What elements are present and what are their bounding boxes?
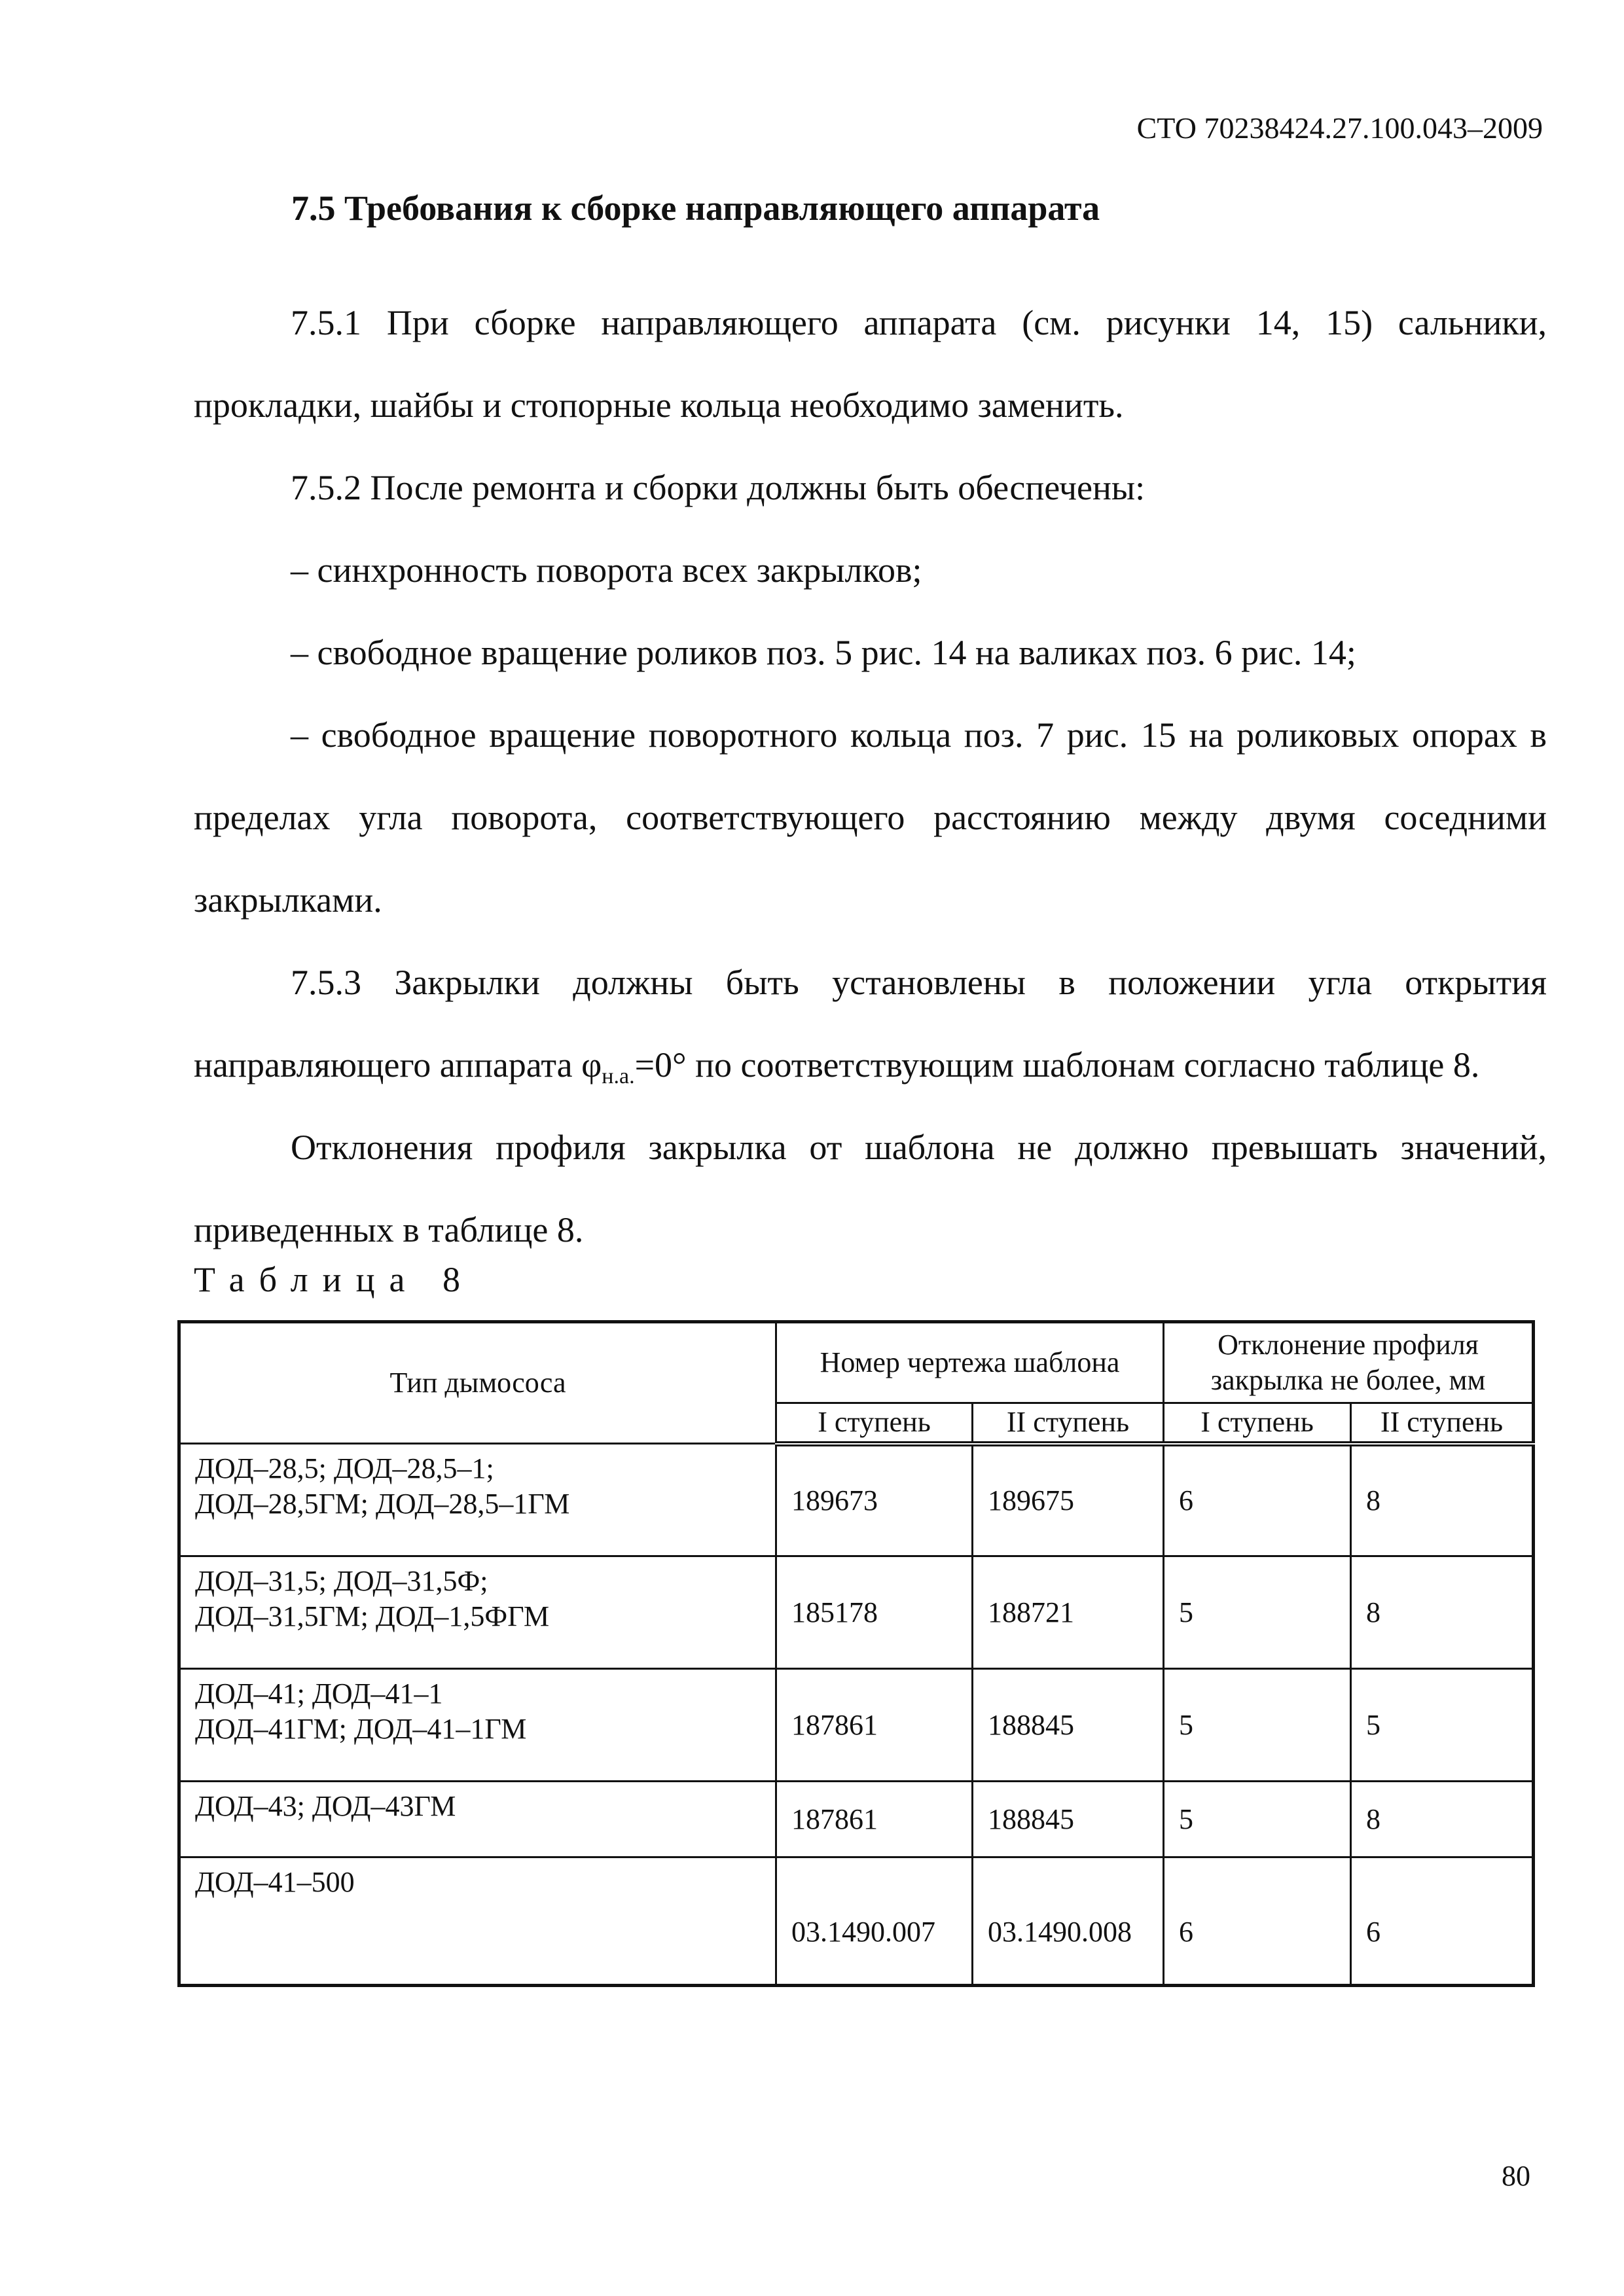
header-drawing-stage1: I ступень: [776, 1403, 973, 1444]
cell-deviation-stage1: 5: [1164, 1782, 1351, 1857]
header-deviation-line1: Отклонение профиля: [1218, 1329, 1479, 1361]
cell-deviation-stage2: 8: [1351, 1556, 1534, 1669]
list-item-synchronicity: – синхронность поворота всех закрылков;: [291, 550, 922, 590]
table-row: [179, 1857, 1534, 1986]
table-row: [179, 1556, 1534, 1669]
cell-type: ДОД–41–500: [179, 1857, 776, 1986]
cell-drawing-stage2: 188721: [973, 1556, 1164, 1669]
paragraph-7-5-2: 7.5.2 После ремонта и сборки должны быть обеспечены:: [291, 468, 1146, 507]
header-deviation-stage1: I ступень: [1164, 1403, 1351, 1444]
document-code: СТО 70238424.27.100.043–2009: [1136, 111, 1543, 145]
paragraph-7-5-3-start: 7.5.3 Закрылки должны быть установлены в положении угла открытия направляющего аппарата φ: [194, 963, 1547, 1085]
cell-drawing-stage1: 187861: [776, 1669, 973, 1782]
cell-type: ДОД–28,5; ДОД–28,5–1; ДОД–28,5ГМ; ДОД–28,5–1ГМ: [179, 1444, 776, 1556]
phi-subscript: н.а.: [602, 1064, 635, 1088]
cell-deviation-stage1: 5: [1164, 1556, 1351, 1669]
table-row: [179, 1444, 1534, 1556]
cell-deviation-stage2: 6: [1351, 1857, 1534, 1986]
cell-type: ДОД–41; ДОД–41–1 ДОД–41ГМ; ДОД–41–1ГМ: [179, 1669, 776, 1782]
list-item-rollers: – свободное вращение роликов поз. 5 рис. 14 на валиках поз. 6 рис. 14;: [291, 633, 1356, 672]
cell-deviation-stage2: 8: [1351, 1782, 1534, 1857]
paragraph-7-5-3-end: =0° по соответствующим шаблонам согласно таблице 8.: [634, 1045, 1480, 1085]
table-container: [177, 1320, 1532, 1987]
paragraph-deviations: Отклонения профиля закрылка от шаблона не должно превышать значений, приведенных в таблице 8.: [194, 1128, 1547, 1249]
cell-drawing-stage1: 189673: [776, 1444, 973, 1556]
cell-deviation-stage2: 8: [1351, 1444, 1534, 1556]
cell-drawing-stage2: 188845: [973, 1669, 1164, 1782]
header-drawing-number: Номер чертежа шаблона: [776, 1322, 1164, 1403]
header-deviation: [1164, 1322, 1534, 1403]
cell-drawing-stage2: 188845: [973, 1782, 1164, 1857]
header-drawing-stage2: II ступень: [973, 1403, 1164, 1444]
cell-drawing-stage1: 03.1490.007: [776, 1857, 973, 1986]
cell-drawing-stage2: 189675: [973, 1444, 1164, 1556]
paragraph-7-5-1: 7.5.1 При сборке направляющего аппарата (см. рисунки 14, 15) сальники, прокладки, шайбы и стопорные кольца необходимо заменить.: [194, 303, 1547, 425]
table-caption: Таблица 8: [194, 1260, 475, 1299]
page-number: 80: [1502, 2160, 1530, 2192]
cell-deviation-stage1: 6: [1164, 1857, 1351, 1986]
section-title: 7.5 Требования к сборке направляющего аппарата: [291, 188, 1100, 228]
cell-drawing-stage1: 185178: [776, 1556, 973, 1669]
header-deviation-stage2: II ступень: [1351, 1403, 1534, 1444]
template-table: [177, 1320, 1535, 1987]
list-item-ring: – свободное вращение поворотного кольца поз. 7 рис. 15 на роликовых опорах в пределах угла поворота, соответствующего расстоянию между двумя соседними закрылками.: [194, 715, 1547, 920]
cell-drawing-stage2: 03.1490.008: [973, 1857, 1164, 1986]
table-row: [179, 1669, 1534, 1782]
table-header-row: [179, 1322, 1534, 1403]
body-text: [194, 281, 1547, 1271]
cell-deviation-stage1: 6: [1164, 1444, 1351, 1556]
paragraph-7-5-3: [194, 941, 1547, 1106]
cell-deviation-stage1: 5: [1164, 1669, 1351, 1782]
cell-drawing-stage1: 187861: [776, 1782, 973, 1857]
cell-type: ДОД–43; ДОД–43ГМ: [179, 1782, 776, 1857]
cell-deviation-stage2: 5: [1351, 1669, 1534, 1782]
header-deviation-line2: закрылка не более, мм: [1210, 1364, 1486, 1396]
table-row: [179, 1782, 1534, 1857]
header-type: Тип дымососа: [179, 1322, 776, 1444]
cell-type: ДОД–31,5; ДОД–31,5Ф; ДОД–31,5ГМ; ДОД–1,5ФГМ: [179, 1556, 776, 1669]
